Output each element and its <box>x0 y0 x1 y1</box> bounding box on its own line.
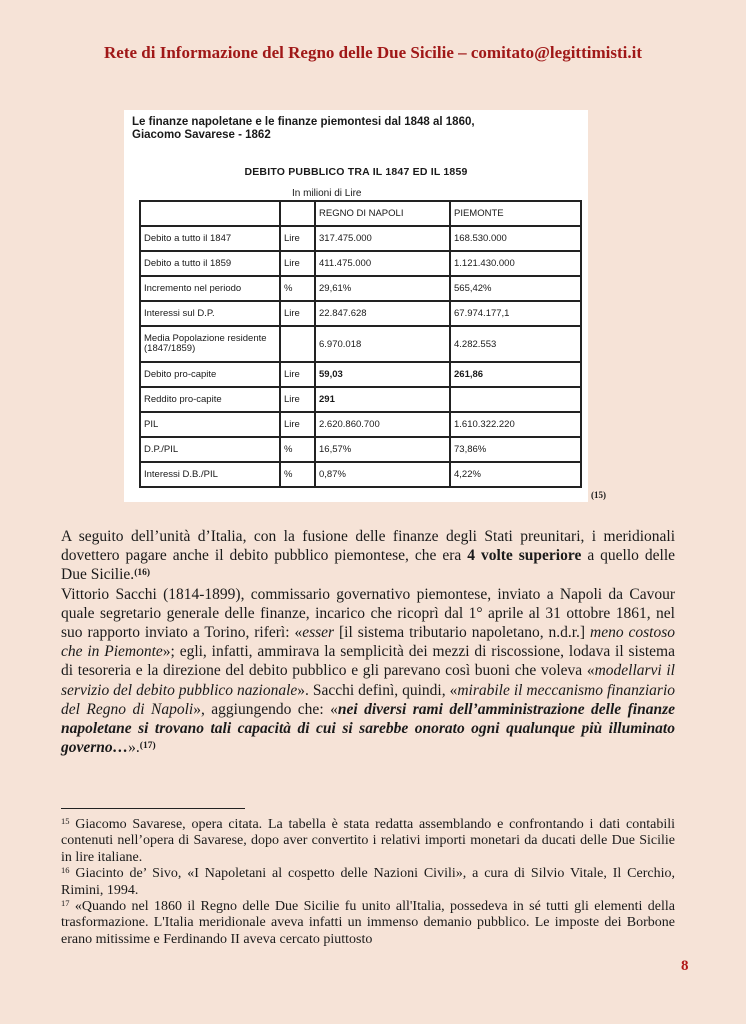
body-text <box>61 527 675 757</box>
table-cell: Lire <box>280 226 315 251</box>
text-run: A seguito dell’unità d’Italia, con la fusione delle finanze degli Stati preunitari, i meridionali dovettero pagare anche il debito pubblico piemontese, che era <box>61 528 675 565</box>
text-run: Vittorio Sacchi (1814-1899), commissario governativo piemontese, inviato a Napoli da Cavour quale segretario generale delle finanze, incarico che ricoprì dal 1° aprile al 31 ottobre 1861, nel suo rapporto inviato a Torino, riferì: « <box>61 585 675 642</box>
table-cell: D.P./PIL <box>140 437 280 462</box>
footnote-ref: (17) <box>139 741 156 752</box>
table-cell: Media Popolazione residente (1847/1859) <box>140 326 280 362</box>
table-cell: Lire <box>280 301 315 326</box>
table-row <box>140 437 581 462</box>
table-heading: DEBITO PUBBLICO TRA IL 1847 ED IL 1859 <box>244 166 468 178</box>
table-cell: 67.974.177,1 <box>450 301 581 326</box>
text-run: ». Sacchi definì, quindi, « <box>297 681 458 699</box>
table-cell: Lire <box>280 362 315 387</box>
table-cell: Debito pro-capite <box>140 362 280 387</box>
table-cell: 261,86 <box>450 362 581 387</box>
scanned-table-image <box>124 110 588 502</box>
footnote-text: Giacomo Savarese, opera citata. La tabella è stata redatta assemblando e confrontando i dati contabili contenuti nell’opera di Savarese, dopo aver convertito i relativi importi monetari da ducati delle Due Sicilie in lire italiane. <box>61 817 675 865</box>
table-header-cell <box>280 201 315 226</box>
scan-title-line: Le finanze napoletane e le finanze piemontesi dal 1848 al 1860, <box>132 116 475 128</box>
table-cell: PIL <box>140 412 280 437</box>
table-footnote-ref: (15) <box>591 490 606 500</box>
table-cell: 2.620.860.700 <box>315 412 450 437</box>
table-cell: Reddito pro-capite <box>140 387 280 412</box>
table-cell: % <box>280 276 315 301</box>
text-run: ». <box>128 739 140 757</box>
table-cell: 291 <box>315 387 450 412</box>
table-unit: In milioni di Lire <box>292 188 362 199</box>
table-cell: 317.475.000 <box>315 226 450 251</box>
text-run: a quello delle Due Sicilie. <box>61 547 676 584</box>
table-cell: % <box>280 462 315 487</box>
italic-text: meno costoso che in Piemonte <box>61 624 676 661</box>
table-cell: Interessi D.B./PIL <box>140 462 280 487</box>
footnote <box>61 899 675 948</box>
table-header-cell: REGNO DI NAPOLI <box>315 201 450 226</box>
table-cell: 1.121.430.000 <box>450 251 581 276</box>
table-row <box>140 462 581 487</box>
footnote-number: 16 <box>61 865 70 876</box>
table-row <box>140 251 581 276</box>
footnote-divider <box>61 808 245 809</box>
table-cell: 411.475.000 <box>315 251 450 276</box>
table-row <box>140 301 581 326</box>
footnote-number: 17 <box>61 898 70 909</box>
table-cell: 22.847.628 <box>315 301 450 326</box>
table-cell: Lire <box>280 387 315 412</box>
scan-title <box>132 116 572 142</box>
table-header-cell: PIEMONTE <box>450 201 581 226</box>
table-cell: 59,03 <box>315 362 450 387</box>
table-row <box>140 276 581 301</box>
bold-text: 4 volte superiore <box>467 547 582 565</box>
italic-text: esser <box>302 624 335 642</box>
table-cell: 0,87% <box>315 462 450 487</box>
page-number: 8 <box>681 958 689 974</box>
table-row <box>140 412 581 437</box>
italic-text: mirabile il meccanismo finanziario del Regno di Napoli <box>61 681 676 718</box>
table-header-cell <box>140 201 280 226</box>
footnote-ref: (16) <box>134 568 151 579</box>
page-header: Rete di Informazione del Regno delle Due Sicilie – comitato@legittimisti.it <box>104 43 642 62</box>
table-cell: Interessi sul D.P. <box>140 301 280 326</box>
footnote-text: «Quando nel 1860 il Regno delle Due Sicilie fu unito all'Italia, possedeva in sé tutti gli elementi della trasformazione. L'Italia meridionale aveva infatti un immenso demanio pubblico. Le imposte dei Borbone erano mitissime e Ferdinando II aveva cercato piuttosto <box>61 899 675 947</box>
text-run: », aggiungendo che: « <box>193 700 338 718</box>
table-header-row <box>140 201 581 226</box>
text-run: »; egli, infatti, ammirava la semplicità dei mezzi di riscossione, lodava il sistema di tesoreria e la direzione del debito pubblico e gli parevano così buoni che voleva « <box>61 643 675 680</box>
table-cell: Lire <box>280 251 315 276</box>
table-cell: 1.610.322.220 <box>450 412 581 437</box>
bold-italic-text: nei diversi rami dell’amministrazione delle finanze napoletane si trovano tali capacità di cui si sarebbe onorato ogni qualunque più illuminato governo… <box>61 700 675 757</box>
table-cell: % <box>280 437 315 462</box>
table-cell: 16,57% <box>315 437 450 462</box>
table-cell: 73,86% <box>450 437 581 462</box>
table-cell: 6.970.018 <box>315 326 450 362</box>
table-cell: Lire <box>280 412 315 437</box>
paragraph <box>61 585 675 758</box>
text-run: [il sistema tributario napoletano, n.d.r.] <box>334 624 591 642</box>
table-cell: Incremento nel periodo <box>140 276 280 301</box>
debt-table <box>139 200 582 488</box>
scan-title-line: Giacomo Savarese - 1862 <box>132 129 271 141</box>
table-cell: 565,42% <box>450 276 581 301</box>
table-row <box>140 362 581 387</box>
paragraph <box>61 527 675 585</box>
table-cell <box>280 326 315 362</box>
table-cell: 29,61% <box>315 276 450 301</box>
footnotes <box>61 817 675 948</box>
footnote-text: Giacinto de’ Sivo, «I Napoletani al cospetto delle Nazioni Civili», a cura di Silvio Vitale, Il Cerchio, Rimini, 1994. <box>61 866 675 898</box>
footnote-number: 15 <box>61 816 70 826</box>
table-cell: 168.530.000 <box>450 226 581 251</box>
italic-text: modellarvi il servizio del debito pubblico nazionale <box>61 662 675 699</box>
footnote <box>61 817 675 866</box>
table-cell: 4,22% <box>450 462 581 487</box>
table-cell: 4.282.553 <box>450 326 581 362</box>
footnote <box>61 866 675 899</box>
table-row <box>140 326 581 362</box>
table-cell: Debito a tutto il 1847 <box>140 226 280 251</box>
table-cell: Debito a tutto il 1859 <box>140 251 280 276</box>
table-cell <box>450 387 581 412</box>
table-row <box>140 226 581 251</box>
table-row <box>140 387 581 412</box>
